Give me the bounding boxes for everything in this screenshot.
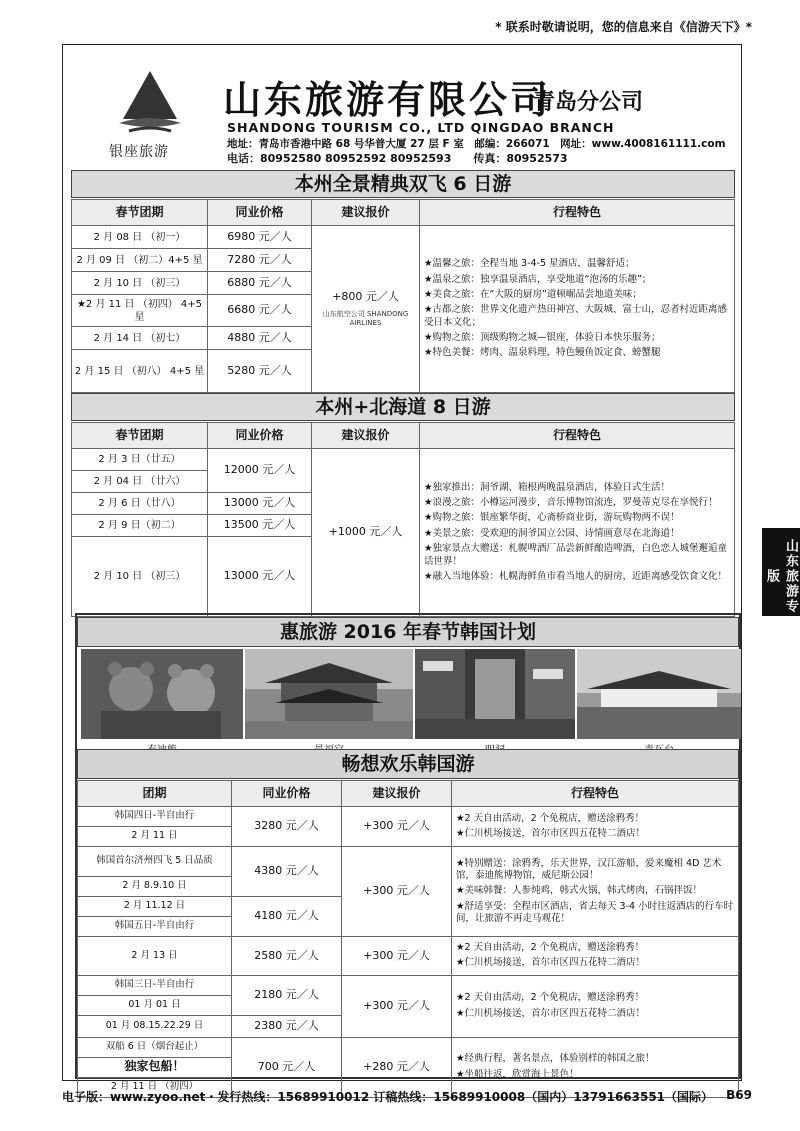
table-row: 01 月 01 日: [78, 995, 232, 1015]
cheongwadae-photo: [577, 649, 741, 739]
table-row: 2 月 3 日（廿五）: [72, 449, 208, 471]
table-row: 2 月 09 日 （初二）4+5 星: [72, 249, 208, 272]
table-row: 2 月 8.9.10 日: [78, 877, 232, 897]
col-suggest: 建议报价: [312, 423, 420, 449]
korea-tour-table: [77, 780, 739, 1098]
feature-cell: [452, 807, 739, 847]
teddy-bear-photo: [81, 649, 243, 739]
feature-item: ★独家推出：洞爷湖、箱根两晚温泉酒店，体验日式生活！: [424, 481, 671, 493]
feature-item: ★坐船往返，欣赏海上景色！: [456, 1068, 579, 1080]
col-date: 春节团期: [72, 423, 208, 449]
table-row: 2 月 11 日 （初四）: [78, 1077, 232, 1097]
airline-logo: 山东航空公司 SHANDONG AIRLINES: [322, 310, 409, 328]
table-row: 2 月 10 日 （初三）: [72, 537, 208, 617]
price-cell: 6980 元／人: [208, 226, 312, 249]
feature-cell: [452, 847, 739, 937]
col-peer: 同业价格: [208, 200, 312, 226]
feature-item: ★特别赠送：涂鸦秀，乐天世界，汉江游船，爱来魔相 4D 艺术馆，泰迪熊博物馆，威尼斯公园！: [456, 857, 722, 881]
table-row: 01 月 08.15.22.29 日: [78, 1015, 232, 1037]
logo-text: 银座旅游: [109, 144, 169, 160]
page-number: B69: [726, 1088, 752, 1102]
myeongdong-photo: [415, 649, 575, 739]
table-row: 韩国四日-半自由行: [78, 807, 232, 827]
suggest-cell: [312, 226, 420, 393]
table-row: 2 月 04 日 （廿六）: [72, 471, 208, 493]
col-date: 春节团期: [72, 200, 208, 226]
table-row: 2 月 14 日 （初七）: [72, 327, 208, 350]
col-peer: 同业价格: [232, 781, 342, 807]
feature-item: ★美味韩餐：人参炖鸡，韩式火锅，韩式烤肉，石锅拌饭！: [456, 885, 703, 897]
suggest-cell: +300 元／人: [342, 975, 452, 1037]
section-title-honshu-hokkaido: 本州+北海道 8 日游: [71, 393, 735, 421]
feature-cell: [452, 975, 739, 1037]
price-cell: 5280 元／人: [208, 350, 312, 393]
price-cell: 700 元／人: [232, 1037, 342, 1097]
section-title-honshu-6: 本州全景精典双飞 6 日游: [71, 170, 735, 198]
col-suggest: 建议报价: [342, 781, 452, 807]
table-row: 2 月 9 日（初二）: [72, 515, 208, 537]
table-row: 2 月 13 日: [78, 937, 232, 976]
footer: [62, 1088, 752, 1105]
col-peer: 同业价格: [208, 423, 312, 449]
feature-item: ★温泉之旅：独享温泉酒店，享受地道“泡汤的乐趣”；: [424, 273, 652, 285]
feature-item: ★购物之旅：顶级购物之城—银座，体验日本快乐服务；: [424, 332, 661, 344]
company-name-en: SHANDONG TOURISM CO., LTD QINGDAO BRANCH: [227, 120, 615, 135]
col-suggest: 建议报价: [312, 200, 420, 226]
feature-item: ★仁川机场接送，首尔市区四五花特二酒店！: [456, 957, 646, 969]
price-cell: 12000 元／人: [208, 449, 312, 493]
table-row: 2 月 6 日（廿八）: [72, 493, 208, 515]
feature-item: ★2 天自由活动，2 个免税店，赠送涂鸦秀！: [456, 942, 645, 953]
col-feature: 行程特色: [420, 200, 735, 226]
price-cell: 7280 元／人: [208, 249, 312, 272]
feature-item: ★美景之旅：受欢迎的洞爷国立公园、诗情画意尽在北海道！: [424, 527, 680, 539]
feature-cell: [452, 937, 739, 976]
price-cell: 3280 元／人: [232, 807, 342, 847]
price-cell: 4880 元／人: [208, 327, 312, 350]
feature-cell: [420, 226, 735, 393]
col-feature: 行程特色: [452, 781, 739, 807]
feature-item: ★美食之旅：在“大阪的厨房”道顿崛品尝地道美味；: [424, 288, 642, 300]
price-cell: 2380 元／人: [232, 1015, 342, 1037]
suggest-cell: +280 元／人: [342, 1037, 452, 1097]
address: 地址：青岛市香港中路 68 号华普大厦 27 层 F 室 邮编：266071 网址：www.4008161111.com: [227, 138, 726, 150]
feature-item: ★2 天自由活动，2 个免税店，赠送涂鸦秀！: [456, 812, 645, 824]
feature-item: ★古都之旅：世界文化遗产热田神宫、大阪城、富士山，忍者村近距离感受日本文化；: [424, 304, 728, 328]
branch-name: 青岛分公司: [533, 89, 644, 115]
company-name: 山东旅游有限公司: [223, 77, 552, 122]
price-cell: 13000 元／人: [208, 493, 312, 515]
section-title-korea-plan: 惠旅游 2016 年春节韩国计划: [77, 617, 739, 647]
table-row: 双船 6 日（烟台起止）: [78, 1037, 232, 1057]
price-cell: 2580 元／人: [232, 937, 342, 976]
feature-item: ★购物之旅：银座繁华街，心斋桥商业街，游玩购物两不误！: [424, 512, 680, 524]
table-row: 2 月 08 日 （初一）: [72, 226, 208, 249]
price-cell: 2180 元／人: [232, 975, 342, 1015]
feature-item: ★仁川机场接送，首尔市区四五花特二酒店！: [456, 1007, 646, 1019]
gyeongbokgung-photo: [245, 649, 413, 739]
feature-item: ★独家景点大赠送：札幌啤酒厂品尝新鲜酿造啤酒，白色恋人城堡邂逅童话世界！: [424, 543, 728, 567]
table-row: 2 月 10 日 （初三）: [72, 272, 208, 295]
table-row: 独家包船！: [78, 1057, 232, 1077]
suggest-cell: +1000 元／人: [312, 449, 420, 617]
photo-strip: [81, 649, 741, 757]
footer-text: 电子版：www.zyoo.net・发行热线：15689910012 订稿热线：15689910008（国内）13791663551（国际）: [62, 1090, 714, 1104]
price-cell: 13000 元／人: [208, 537, 312, 617]
feature-item: ★温馨之旅：全程当地 3-4-5 星酒店，温馨舒适；: [424, 258, 635, 270]
table-row: 2 月 15 日 （初八） 4+5 星: [72, 350, 208, 393]
feature-item: ★浪漫之旅：小樽运河漫步，音乐博物馆流连，罗曼蒂克尽在享悦行！: [424, 497, 718, 509]
col-feature: 行程特色: [420, 423, 735, 449]
suggest-cell: +300 元／人: [342, 937, 452, 976]
suggest-price: +800 元／人: [332, 289, 399, 303]
table-row: ★2 月 11 日 （初四） 4+5 星: [72, 295, 208, 327]
page-frame: [62, 44, 742, 1093]
feature-item: ★特色美餐：烤肉、温泉料理、特色鳗鱼饭定食、螃蟹腿: [424, 347, 661, 359]
price-cell: 6880 元／人: [208, 272, 312, 295]
feature-item: ★融入当地体验：札幌海鲜鱼市看当地人的厨房，近距离感受饮食文化！: [424, 570, 728, 582]
source-note: * 联系时敬请说明，您的信息来自《信游天下》*: [495, 20, 752, 34]
feature-item: ★2 天自由活动，2 个免税店，赠送涂鸦秀！: [456, 992, 645, 1004]
section-title-korea-tour: 畅想欢乐韩国游: [77, 749, 739, 779]
feature-item: ★经典行程，著名景点，体验别样的韩国之旅！: [456, 1053, 655, 1065]
feature-item: ★舒适享受：全程市区酒店，省去每天 3-4 小时往返酒店的行车时间，让旅游不再走马观花！: [456, 900, 734, 925]
suggest-cell: +300 元／人: [342, 807, 452, 847]
price-cell: 4380 元／人: [232, 847, 342, 897]
phone: 电话：80952580 80952592 80952593 传真：80952573: [227, 152, 568, 165]
table-row: 2 月 11.12 日: [78, 897, 232, 917]
feature-cell: [420, 449, 735, 617]
honshu-6-table: [71, 199, 735, 393]
table-row: 韩国五日-半自由行: [78, 917, 232, 937]
price-cell: 4180 元／人: [232, 897, 342, 937]
feature-item: ★仁川机场接送，首尔市区四五花特二酒店！: [456, 828, 646, 839]
table-row: 韩国三日-半自由行: [78, 975, 232, 995]
honshu-hokkaido-table: [71, 422, 735, 617]
mountain-logo-icon: [115, 69, 185, 139]
table-row: 2 月 11 日: [78, 827, 232, 847]
company-header: [63, 45, 743, 167]
col-date: 团期: [78, 781, 232, 807]
side-tab: 山东旅游专版: [762, 528, 800, 616]
price-cell: 6680 元／人: [208, 295, 312, 327]
suggest-cell: +300 元／人: [342, 847, 452, 937]
price-cell: 13500 元／人: [208, 515, 312, 537]
table-row: 韩国首尔济州四飞 5 日品质: [78, 847, 232, 877]
